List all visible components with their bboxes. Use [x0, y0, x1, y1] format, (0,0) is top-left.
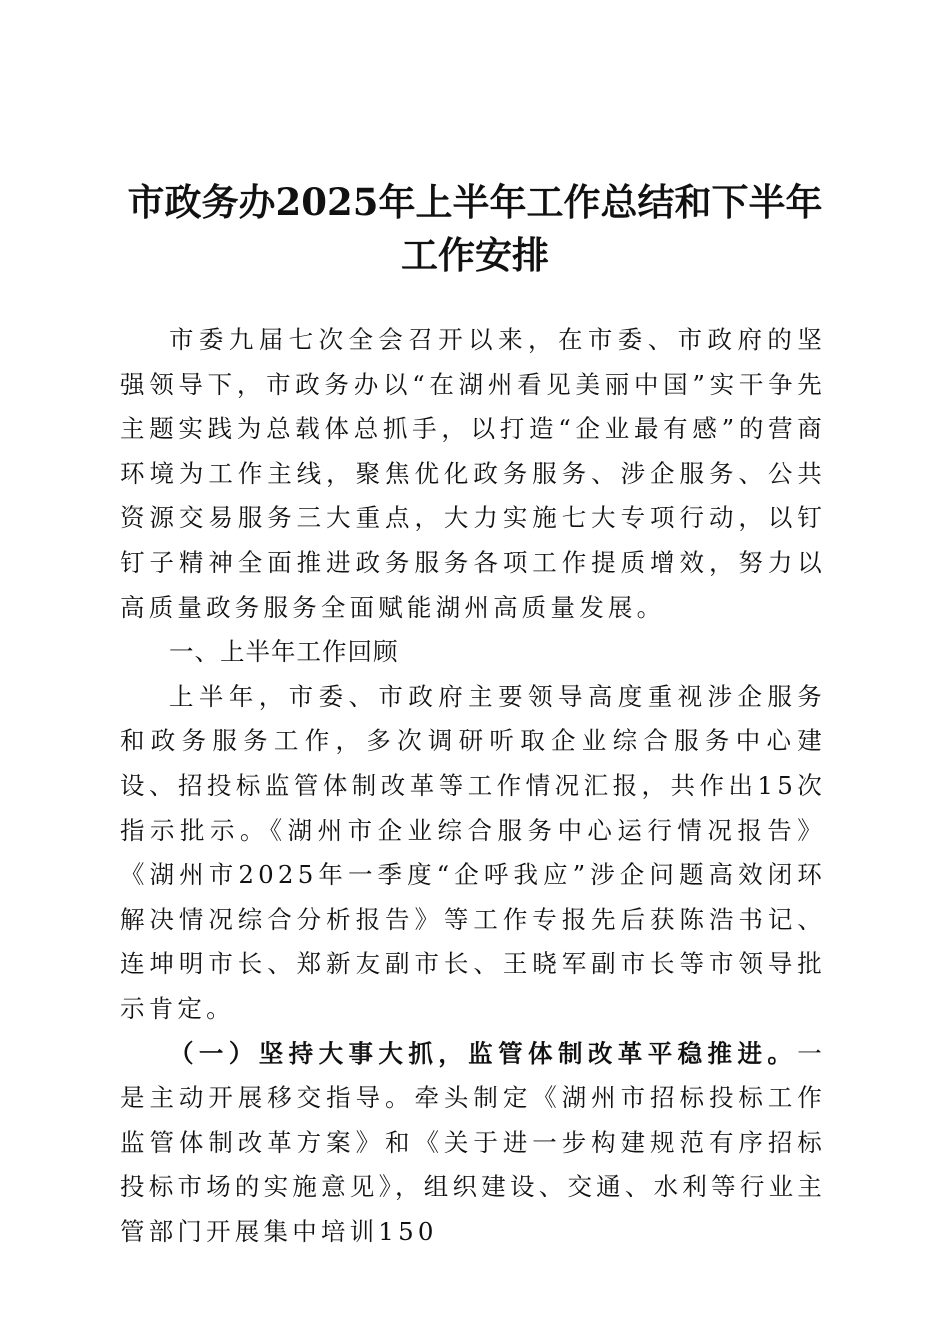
review-paragraph: 上半年，市委、市政府主要领导高度重视涉企服务和政务服务工作，多次调研听取企业综合服务中心建设、招投标监管体制改革等工作情况汇报，共作出15次指示批示。《湖州市企业综合服务中心运行情况报告》《湖州市2025年一季度“企呼我应”涉企问题高效闭环解决情况综合分析报告》等工作专报先后获陈浩书记、连坤明市长、郑新友副市长、王晓军副市长等市领导批示肯定。	[120, 681, 826, 1023]
reform-paragraph	[120, 1032, 826, 1255]
document-body	[120, 318, 826, 1254]
intro-paragraph: 市委九届七次全会召开以来，在市委、市政府的坚强领导下，市政务办以“在湖州看见美丽中国”实干争先主题实践为总载体总抓手，以打造“企业最有感”的营商环境为工作主线，聚焦优化政务服务、涉企服务、公共资源交易服务三大重点，大力实施七大专项行动，以钉钉子精神全面推进政务服务各项工作提质增效，努力以高质量政务服务全面赋能湖州高质量发展。	[120, 325, 826, 622]
sub-heading: （一）坚持大事大抓，监管体制改革平稳推进。	[169, 1038, 798, 1068]
document-title: 市政务办2025年上半年工作总结和下半年工作安排	[127, 180, 823, 277]
section-heading: 一、上半年工作回顾	[169, 637, 399, 667]
reform-paragraph-text: 一是主动开展移交指导。牵头制定《湖州市招标投标工作监管体制改革方案》和《关于进一步构建规范有序招标投标市场的实施意见》，组织建设、交通、水利等行业主管部门开展集中培训150	[120, 1038, 826, 1246]
